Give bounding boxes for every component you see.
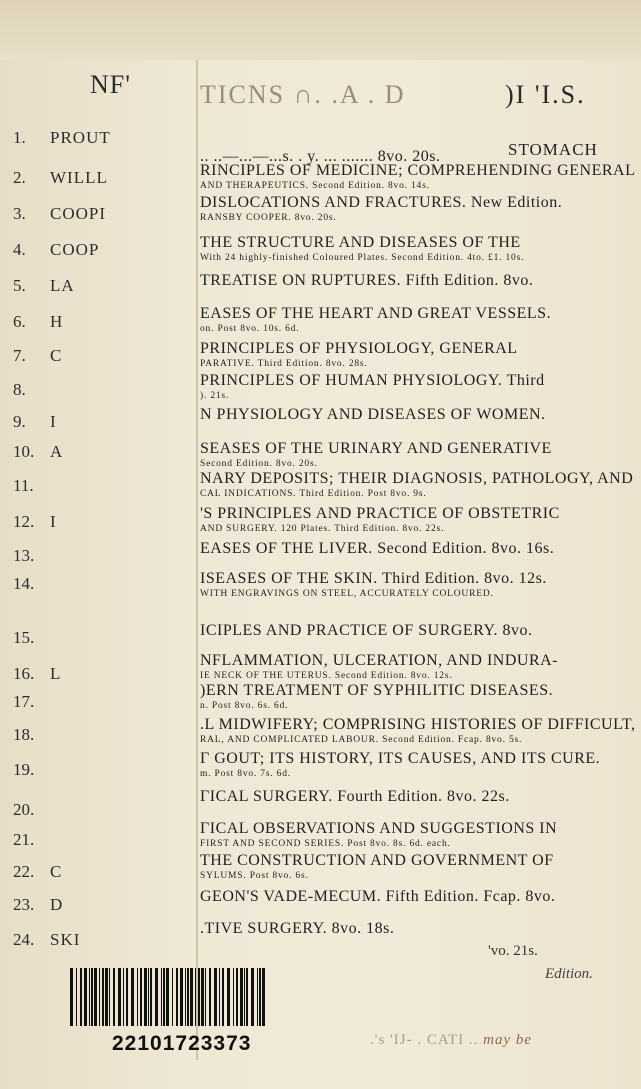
item-word: C [50,346,63,365]
entry-title: EASES OF THE LIVER. Second Edition. 8vo. 16s. [200,540,555,557]
barcode-bar [163,968,165,1026]
item-number: 17. [13,692,35,711]
barcode-bar [148,968,149,1026]
item-word: L [50,664,62,683]
barcode-bar [89,968,90,1026]
item-number: 20. [13,800,35,819]
book-entry [200,682,620,711]
entry-title: NFLAMMATION, ULCERATION, AND INDURA- [200,652,558,669]
item-word: COOPI [50,204,107,223]
tail-text-b: Edition. [545,966,593,982]
entry-detail: RANSBY COOPER. 8vo. 20s. [200,213,337,223]
barcode-number: 22101723373 [112,1032,252,1055]
item-number: 8. [13,380,26,399]
entry-detail: WITH ENGRAVINGS ON STEEL, ACCURATELY COLOURED. [200,589,494,599]
entry-title: .L MIDWIFERY; COMPRISING HISTORIES OF DIFFICULT, [200,716,636,733]
item-number: 7. [13,346,26,365]
barcode-bar [155,968,158,1026]
entry-detail: FIRST AND SECOND SERIES. Post 8vo. 8s. 6d. each. [200,839,451,849]
book-entry [200,340,620,369]
barcode-bar [198,968,200,1026]
item-number: 21. [13,830,35,849]
barcode-bar [144,968,147,1026]
item-number: 2. [13,168,26,187]
item-number: 18. [13,725,35,744]
entry-detail: CAL INDICATIONS. Third Edition. Post 8vo. 9s. [200,489,427,499]
entry-detail: With 24 highly-finished Coloured Plates. Second Edition. 4to. £1. 10s. [200,253,525,263]
barcode-bar [126,968,128,1026]
book-entry [200,920,620,938]
book-entry [200,820,620,849]
barcode-bar [259,968,261,1026]
item-number: 24. [13,930,35,949]
book-entry [200,372,620,401]
entry-title: SEASES OF THE URINARY AND GENERATIVE [200,440,552,457]
item-word: I [50,512,57,531]
entry-title: TREATISE ON RUPTURES. Fifth Edition. 8vo. [200,272,534,289]
tail-text-a: 'vo. 21s. [488,943,538,959]
entry-detail: AND SURGERY. 120 Plates. Third Edition. 8vo. 22s. [200,524,445,534]
item-number: 1. [13,128,26,147]
entry-detail: Second Edition. 8vo. 20s. [200,459,318,469]
book-entry [200,305,620,334]
footer-text-plain: .'s 'IJ- . CATI .. [370,1032,484,1048]
header-center-text: TICNS ∩. .A . D [200,80,406,109]
entry-title: EASES OF THE HEART AND GREAT VESSELS. [200,305,552,322]
book-entry [200,788,620,806]
barcode-bar [251,968,254,1026]
barcode-bar [262,968,265,1026]
entry-detail: SYLUMS. Post 8vo. 6s. [200,871,309,881]
barcode-graphic [70,968,265,1026]
item-number: 15. [13,628,35,647]
entry-title: RINCIPLES OF MEDICINE; COMPREHENDING GENERAL [200,162,636,179]
entry-detail: ). 21s. [200,391,230,401]
entry-detail: AND THERAPEUTICS. Second Edition. 8vo. 14s. [200,181,430,191]
barcode-bar [236,968,238,1026]
barcode-bar [246,968,248,1026]
book-entry [200,272,620,290]
item-word: H [50,312,64,331]
barcode-bar [219,968,220,1026]
section-subtitle: STOMACH [508,140,598,159]
barcode-bar [118,968,121,1026]
barcode-bar [94,968,97,1026]
entry-detail: n. Post 8vo. 6s. 6d. [200,701,289,711]
book-entry [200,194,620,223]
header-right-text: )I 'I.S. [505,80,586,109]
item-number: 19. [13,760,35,779]
entry-title: .. ..—...—...s. . y. ... ....... 8vo. 20s. [200,148,441,165]
book-entry [200,406,620,424]
barcode-bar [131,968,134,1026]
entry-title: GEON'S VADE-MECUM. Fifth Edition. Fcap. 8vo. [200,888,556,905]
barcode-bar [137,968,138,1026]
entry-detail: IE NECK OF THE UTERUS. Second Edition. 8vo. 12s. [200,671,453,681]
entry-title: ΓICAL OBSERVATIONS AND SUGGESTIONS IN [200,820,558,837]
column-divider [196,60,198,1060]
entry-title: N PHYSIOLOGY AND DISEASES OF WOMEN. [200,406,546,423]
barcode-bar [172,968,173,1026]
item-number: 14. [13,574,35,593]
barcode-bar [76,968,77,1026]
book-entry [200,162,636,191]
book-entry [200,652,620,681]
entry-title: DISLOCATIONS AND FRACTURES. New Edition. [200,194,563,211]
item-word: COOP [50,240,100,259]
entry-title: NARY DEPOSITS; THEIR DIAGNOSIS, PATHOLOGY, AND [200,470,634,487]
barcode-bar [105,968,108,1026]
item-word: WILLL [50,168,108,187]
barcode-bar [214,968,217,1026]
entry-title: THE CONSTRUCTION AND GOVERNMENT OF [200,852,554,869]
entry-title: ICIPLES AND PRACTICE OF SURGERY. 8vo. [200,622,533,639]
entry-title: )ERN TREATMENT OF SYPHILITIC DISEASES. [200,682,554,699]
barcode-bar [176,968,178,1026]
barcode-bar [84,968,87,1026]
barcode-bar [102,968,104,1026]
item-word: A [50,442,64,461]
footer-text [370,1032,532,1049]
book-entry [200,505,620,534]
item-number: 9. [13,412,26,431]
barcode-bar [257,968,258,1026]
book-entry [200,440,620,469]
entry-detail: PARATIVE. Third Edition. 8vo. 28s. [200,359,368,369]
item-word: D [50,895,64,914]
book-entry [200,570,620,599]
barcode-bar [205,968,206,1026]
barcode-bar [109,968,110,1026]
item-number: 10. [13,442,35,461]
item-word: I [50,412,57,431]
header-left-text: NF' [90,70,131,99]
barcode-bar [209,968,211,1026]
barcode-bar [140,968,142,1026]
item-word: C [50,862,63,881]
entry-detail: RAL, AND COMPLICATED LABOUR. Second Edition. Fcap. 8vo. 5s. [200,735,523,745]
item-number: 5. [13,276,26,295]
barcode-bar [166,968,169,1026]
barcode-bar [185,968,186,1026]
barcode-bar [180,968,183,1026]
barcode-bar [187,968,189,1026]
book-entry [200,234,620,263]
barcode-bar [70,968,73,1026]
book-entry [200,888,620,906]
barcode-bar [233,968,234,1026]
book-entry [200,622,620,640]
entry-detail: m. Post 8vo. 7s. 6d. [200,769,291,779]
barcode-bar [195,968,196,1026]
entry-title: PRINCIPLES OF PHYSIOLOGY, GENERAL [200,340,518,357]
item-number: 22. [13,862,35,881]
barcode-bar [240,968,243,1026]
entry-title: ΓICAL SURGERY. Fourth Edition. 8vo. 22s. [200,788,510,805]
barcode-bar [201,968,204,1026]
entry-title: .TIVE SURGERY. 8vo. 18s. [200,920,395,937]
entry-detail: on. Post 8vo. 10s. 6d. [200,324,300,334]
book-entry [200,470,634,499]
item-word: LA [50,276,75,295]
item-word: PROUT [50,128,111,147]
barcode-bar [244,968,245,1026]
entry-title: THE STRUCTURE AND DISEASES OF THE [200,234,521,251]
barcode-bar [99,968,100,1026]
entry-title: ISEASES OF THE SKIN. Third Edition. 8vo. 12s. [200,570,547,587]
item-number: 23. [13,895,35,914]
page-top-edge [0,0,641,60]
item-number: 3. [13,204,26,223]
barcode-bar [222,968,224,1026]
item-number: 13. [13,546,35,565]
barcode-bar [150,968,152,1026]
book-entry [200,716,636,745]
book-entry [200,852,620,881]
item-number: 11. [13,476,34,495]
barcode-bar [161,968,162,1026]
item-number: 6. [13,312,26,331]
barcode-bar [80,968,82,1026]
barcode-bar [227,968,230,1026]
item-number: 16. [13,664,35,683]
book-entry [200,750,620,779]
item-number: 12. [13,512,35,531]
barcode-bar [113,968,115,1026]
entry-title: PRINCIPLES OF HUMAN PHYSIOLOGY. Third [200,372,545,389]
barcode-bar [123,968,124,1026]
item-word: SKI [50,930,81,949]
book-entry [200,540,620,558]
barcode-bar [91,968,93,1026]
item-number: 4. [13,240,26,259]
footer-text-italic: may be [483,1032,533,1048]
entry-title: 'S PRINCIPLES AND PRACTICE OF OBSTETRIC [200,505,560,522]
barcode-bar [190,968,193,1026]
entry-title: Γ GOUT; ITS HISTORY, ITS CAUSES, AND ITS CURE. [200,750,601,767]
